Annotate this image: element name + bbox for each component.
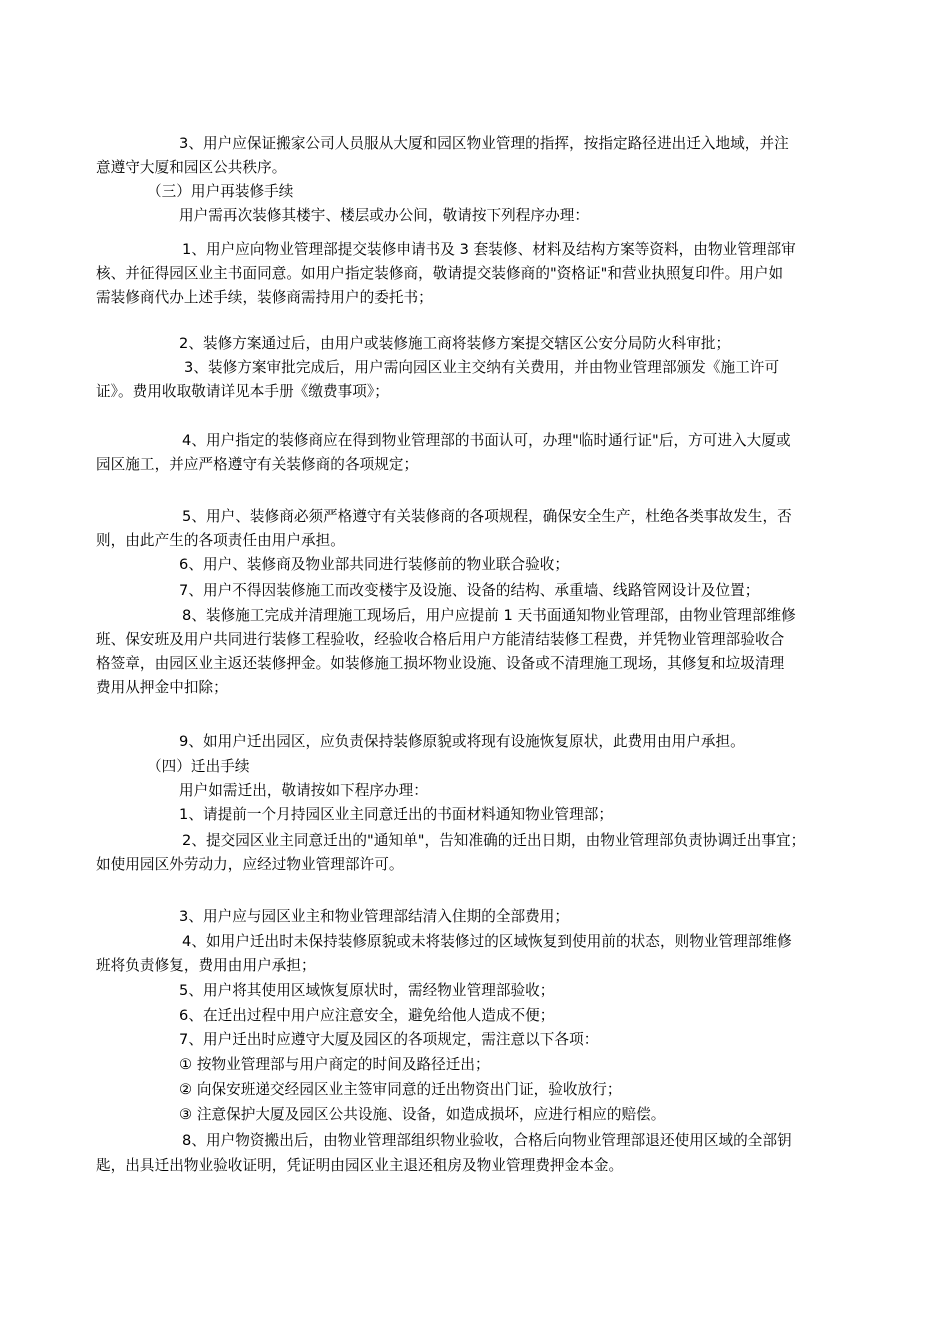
body-text-line: 6、在迁出过程中用户应注意安全，避免给他人造成不便； [179, 1007, 555, 1024]
body-text-line: 班、保安班及用户共同进行装修工程验收，经验收合格后用户方能清结装修工程费，并凭物业管理部验收合 [96, 631, 785, 648]
body-text-line: 匙，出具迁出物业验收证明，凭证明由园区业主退还租房及物业管理费押金本金。 [96, 1157, 624, 1174]
body-text-line: 4、如用户迁出时未保持装修原貌或未将装修过的区域恢复到使用前的状态，则物业管理部维修 [182, 933, 792, 950]
body-text-line: 1、用户应向物业管理部提交装修申请书及 3 套装修、材料及结构方案等资料，由物业管理部审 [182, 241, 796, 258]
section-heading: （三）用户再装修手续 [147, 183, 294, 200]
body-text-line: 则，由此产生的各项责任由用户承担。 [96, 532, 345, 549]
body-text-line: 意遵守大厦和园区公共秩序。 [96, 159, 287, 176]
body-text-line: 4、用户指定的装修商应在得到物业管理部的书面认可，办理"临时通行证"后，方可进入大厦或 [182, 432, 791, 449]
body-text-line: 2、装修方案通过后，由用户或装修施工商将装修方案提交辖区公安分局防火科审批； [179, 335, 731, 352]
list-item: ① 按物业管理部与用户商定的时间及路径迁出； [179, 1056, 490, 1073]
body-text-line: 2、提交园区业主同意迁出的"通知单"，告知准确的迁出日期，由物业管理部负责协调迁出事宜； [182, 832, 806, 849]
body-text-line: 需装修商代办上述手续，装修商需持用户的委托书； [96, 289, 433, 306]
body-text-line: 7、用户迁出时应遵守大厦及园区的各项规定，需注意以下各项： [179, 1031, 599, 1048]
body-text-line: 园区施工，并应严格遵守有关装修商的各项规定； [96, 456, 419, 473]
body-text-line: 3、装修方案审批完成后，用户需向园区业主交纳有关费用，并由物业管理部颁发《施工许可 [184, 359, 780, 376]
body-text-line: 8、装修施工完成并清理施工现场后，用户应提前 1 天书面通知物业管理部，由物业管理部维修 [182, 607, 796, 624]
body-text-line: 用户如需迁出，敬请按如下程序办理： [179, 782, 428, 799]
body-text-line: 7、用户不得因装修施工而改变楼宇及设施、设备的结构、承重墙、线路管网设计及位置； [179, 582, 760, 599]
body-text-line: 5、用户、装修商必须严格遵守有关装修商的各项规程，确保安全生产，杜绝各类事故发生，否 [182, 508, 792, 525]
body-text-line: 5、用户将其使用区域恢复原状时，需经物业管理部验收； [179, 982, 555, 999]
body-text-line: 1、请提前一个月持园区业主同意迁出的书面材料通知物业管理部； [179, 806, 614, 823]
body-text-line: 用户需再次装修其楼宇、楼层或办公间，敬请按下列程序办理： [179, 207, 590, 224]
body-text-line: 核、并征得园区业主书面同意。如用户指定装修商，敬请提交装修商的"资格证"和营业执照复印件。用户如 [96, 265, 784, 282]
body-text-line: 3、用户应保证搬家公司人员服从大厦和园区物业管理的指挥，按指定路径进出迁入地域，并注 [179, 135, 789, 152]
section-heading: （四）迁出手续 [147, 758, 250, 775]
body-text-line: 8、用户物资搬出后，由物业管理部组织物业验收，合格后向物业管理部退还使用区域的全部钥 [182, 1132, 792, 1149]
body-text-line: 费用从押金中扣除； [96, 679, 228, 696]
body-text-line: 6、用户、装修商及物业部共同进行装修前的物业联合验收； [179, 556, 570, 573]
body-text-line: 证》。费用收取敬请详见本手册《缴费事项》； [96, 383, 389, 400]
body-text-line: 3、用户应与园区业主和物业管理部结清入住期的全部费用； [179, 908, 570, 925]
body-text-line: 如使用园区外劳动力，应经过物业管理部许可。 [96, 856, 404, 873]
list-item: ② 向保安班递交经园区业主签审同意的迁出物资出门证，验收放行； [179, 1081, 622, 1098]
body-text-line: 班将负责修复，费用由用户承担； [96, 957, 316, 974]
list-item: ③ 注意保护大厦及园区公共设施、设备，如造成损坏，应进行相应的赔偿。 [179, 1106, 666, 1123]
body-text-line: 9、如用户迁出园区，应负责保持装修原貌或将现有设施恢复原状，此费用由用户承担。 [179, 733, 745, 750]
body-text-line: 格签章，由园区业主返还装修押金。如装修施工损坏物业设施、设备或不清理施工现场，其修复和垃圾清理 [96, 655, 785, 672]
